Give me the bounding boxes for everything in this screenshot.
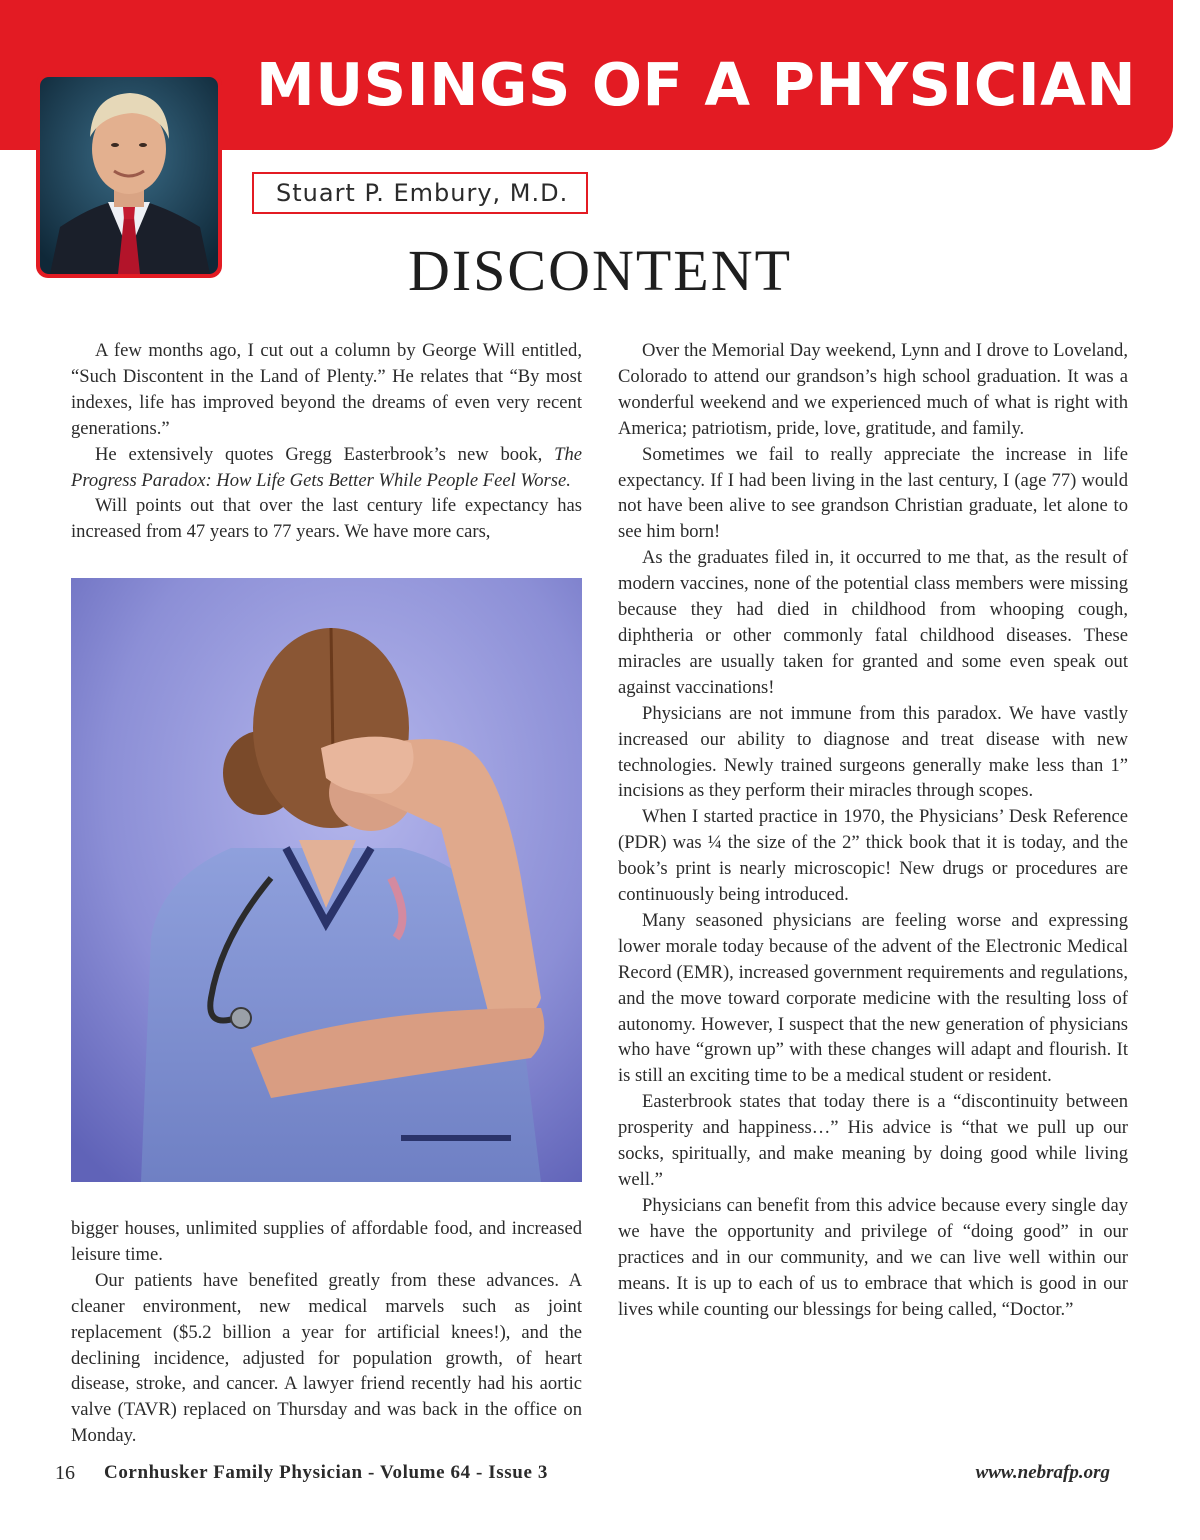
paragraph: Physicians can benefit from this advice because every single day we have the opportunity and privilege of “doing good” in our practices and in our community, and we can live well within our means. It is up to each of us to embrace that which is good in our lives while counting our blessings for being called, “Doctor.”	[618, 1194, 1128, 1320]
section-title: MUSINGS OF A PHYSICIAN	[256, 50, 1137, 119]
paragraph: Many seasoned physicians are feeling worse and expressing lower morale today because of the advent of the Electronic Medical Record (EMR), increased government requirements and regulations, and the move toward corporate medicine with the resulting loss of autonomy. However, I suspect that the new generation of physicians who have “grown up” with these changes will adapt and flourish. It is still an exciting time to be a medical student or resident.	[618, 909, 1128, 1087]
page-number: 16	[55, 1462, 75, 1484]
author-name: Stuart P. Embury, M.D.	[276, 179, 569, 207]
paragraph: Easterbrook states that today there is a “discontinuity between prosperity and happiness…” His advice is “that we pull up our socks, spiritually, and make meaning by doing good while living well.”	[618, 1091, 1128, 1190]
paragraph: bigger houses, unlimited supplies of affordable food, and increased leisure time.	[71, 1218, 582, 1265]
paragraph-text: He extensively quotes Gregg Easterbrook’s new book,	[95, 443, 555, 465]
article-title: DISCONTENT	[407, 238, 793, 303]
paragraph: As the graduates filed in, it occurred to me that, as the result of modern vaccines, none of the potential class members were missing because they had died in childhood from whooping cough, diphtheria or other commonly fatal childhood diseases. These miracles are usually taken for granted and some even speak out against vaccinations!	[618, 547, 1128, 698]
column-2	[618, 338, 1128, 1322]
paragraph: A few months ago, I cut out a column by George Will entitled, “Such Discontent in the Land of Plenty.” He relates that “By most indexes, life has improved beyond the dreams of even very recent generations.”	[71, 340, 582, 439]
paragraph: Sometimes we fail to really appreciate the increase in life expectancy. If I had been living in the last century, I (age 77) would not have been alive to see grandson Christian graduate, let alone to see him born!	[618, 443, 1128, 543]
paragraph: Our patients have benefited greatly from these advances. A cleaner environment, new medical marvels such as joint replacement ($5.2 billion a year for artificial knees!), and the declining incidence, adjusted for population growth, of heart disease, stroke, and cancer. A lawyer friend recently had his aortic valve (TAVR) replaced on Thursday and was back in the office on Monday.	[71, 1269, 582, 1447]
publication-name: Cornhusker Family Physician - Volume 64 - Issue 3	[104, 1462, 548, 1483]
paragraph: Over the Memorial Day weekend, Lynn and I drove to Loveland, Colorado to attend our grandson’s high school graduation. It was a wonderful weekend and we experienced much of what is right with America; patriotism, pride, love, gratitude, and family.	[618, 340, 1128, 439]
book-title: The Progress Paradox: How Life Gets Better While People Feel Worse.	[71, 443, 582, 491]
stressed-nurse-photo	[71, 578, 582, 1182]
paragraph: When I started practice in 1970, the Physicians’ Desk Reference (PDR) was ¼ the size of the 2” thick book that it is today, and the book’s print is nearly microscopic! New drugs or procedures are continuously being introduced.	[618, 806, 1128, 906]
column-1-bottom	[71, 1216, 582, 1449]
paragraph: Physicians are not immune from this paradox. We have vastly increased our ability to diagnose and treat disease with new technologies. Newly trained surgeons generally make less than 1” incisions as they perform their miracles through scopes.	[618, 702, 1128, 802]
paragraph: Will points out that over the last century life expectancy has increased from 47 years to 77 years. We have more cars,	[71, 495, 582, 543]
website-link[interactable]: www.nebrafp.org	[975, 1462, 1110, 1483]
column-1-top	[71, 338, 582, 545]
paragraph	[71, 442, 582, 494]
